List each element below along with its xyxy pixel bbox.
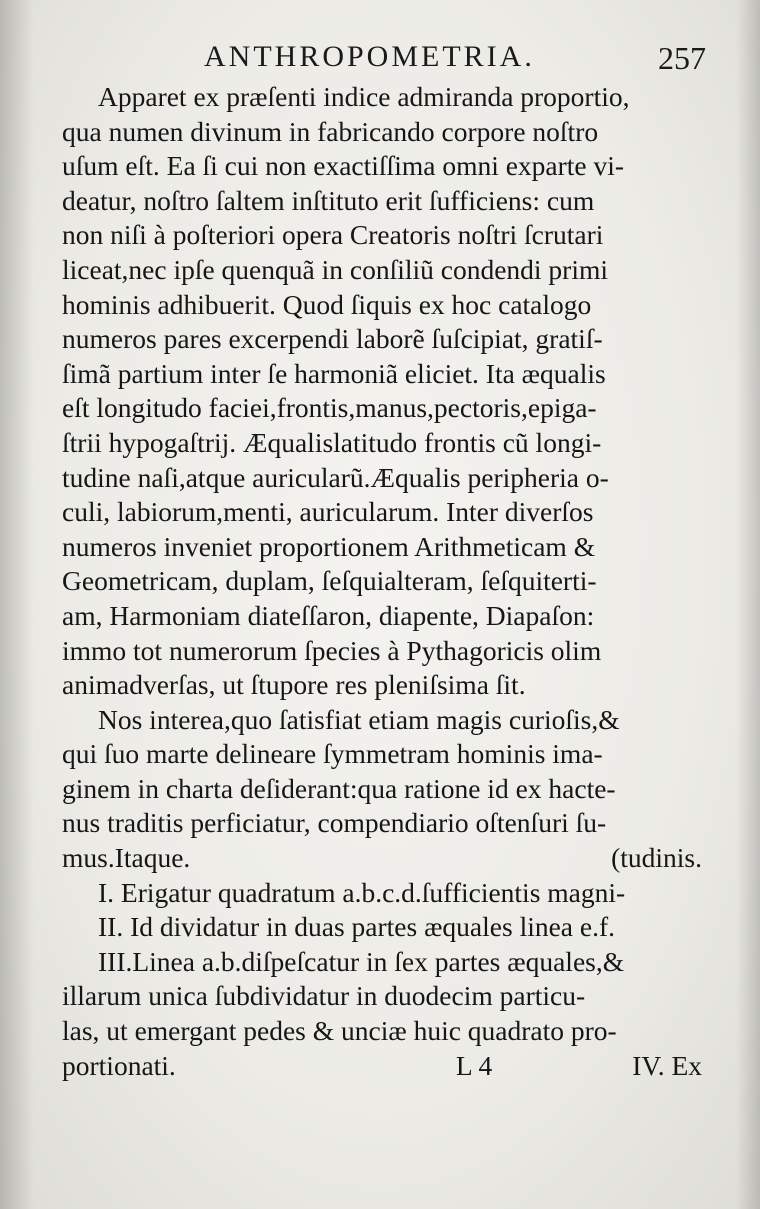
- page-foot-line: [62, 1049, 702, 1084]
- text-line-split: [62, 841, 702, 876]
- page-number: 257: [658, 40, 706, 76]
- text-line: las, ut emergant pedes & unciæ huic quadrato pro-: [62, 1015, 617, 1047]
- text-line: nus traditis perficiatur, compendiario oſtenſuri ſu-: [62, 807, 607, 839]
- text-line: culi, labiorum,menti, auricularum. Inter diverſos: [62, 496, 594, 528]
- text-line: illarum unica ſubdividatur in duodecim particu-: [62, 980, 586, 1012]
- text-line: deatur, noſtro ſaltem inſtituto erit ſufficiens: cum: [62, 184, 595, 216]
- text-line: eſt longitudo faciei,frontis,manus,pectoris,epiga-: [62, 392, 597, 424]
- text-line: liceat,nec ipſe quenquã in conſiliũ condendi primi: [62, 253, 609, 285]
- text-line: uſum eſt. Ea ſi cui non exactiſſima omni exparte vi-: [62, 150, 625, 182]
- text-line: hominis adhibuerit. Quod ſiquis ex hoc catalogo: [62, 288, 592, 320]
- text-line: ginem in charta deſiderant:qua ratione id ex hacte-: [62, 772, 616, 804]
- text-line: immo tot numerorum ſpecies à Pythagoricis olim: [62, 634, 602, 666]
- text-line: Geometricam, duplam, ſeſquialteram, ſeſquiterti-: [62, 565, 597, 597]
- text-line: animadverſas, ut ſtupore res pleniſsima ſit.: [62, 669, 526, 701]
- text-line: qui ſuo marte delineare ſymmetram hominis ima-: [62, 738, 603, 770]
- text-line: numeros inveniet proportionem Arithmeticam &: [62, 530, 596, 562]
- text-line: Nos interea,quo ſatisfiat etiam magis curioſis,&: [98, 703, 620, 735]
- text-line: ſtrii hypogaſtrij. Æqualislatitudo frontis cũ longi-: [62, 426, 602, 458]
- text-line: Apparet ex præſenti indice admiranda proportio,: [98, 81, 630, 112]
- text-line: ſimã partium inter ſe harmoniã eliciet. Ita æqualis: [62, 357, 606, 389]
- list-item: I. Erigatur quadratum a.b.c.d.ſufficientis magni-: [98, 876, 626, 908]
- text-line-left: mus.Itaque.: [62, 842, 191, 874]
- catchword: IV. Ex: [632, 1049, 702, 1081]
- text-line-carryover: (tudinis.: [611, 842, 702, 874]
- running-head: ANTHROPOMETRIA.: [204, 40, 535, 73]
- page-edge-shadow: [736, 0, 760, 1209]
- text-line: am, Harmoniam diateſſaron, diapente, Diapaſon:: [62, 599, 595, 631]
- text-block: [62, 80, 702, 1083]
- text-line: numeros pares excerpendi laborẽ ſuſcipiat, gratiſ-: [62, 323, 603, 355]
- page-fold-shadow: [0, 0, 34, 1209]
- list-item: III.Linea a.b.diſpeſcatur in ſex partes æquales,&: [98, 945, 625, 977]
- text-line-end: portionati.: [62, 1049, 176, 1081]
- page-header: [62, 38, 712, 82]
- text-line: tudine naſi,atque auricularũ.Æqualis peripheria o-: [62, 461, 609, 493]
- list-item: II. Id dividatur in duas partes æquales linea e.f.: [98, 911, 615, 943]
- signature-mark: L 4: [455, 1049, 493, 1081]
- text-line: qua numen divinum in fabricando corpore noſtro: [62, 115, 599, 147]
- text-line: non niſi à poſteriori opera Creatoris noſtri ſcrutari: [62, 219, 604, 251]
